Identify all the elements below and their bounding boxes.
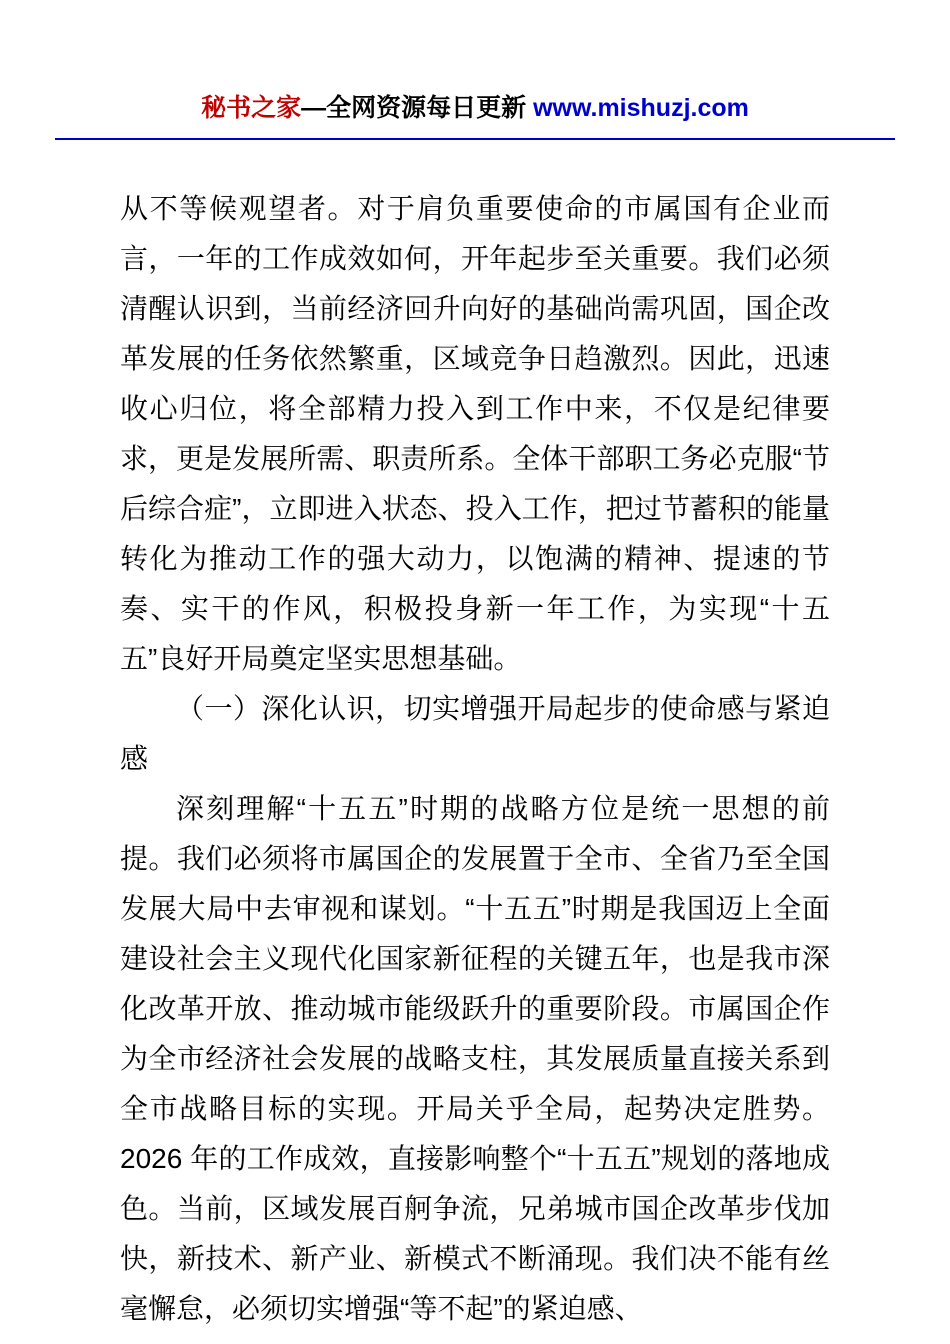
paragraph-body: 深刻理解“十五五”时期的战略方位是统一思想的前提。我们必须将市属国企的发展置于全市、全省乃至全国发展大局中去审视和谋划。“十五五”时期是我国迈上全面建设社会主义现代化国家新征程的关键五年，也是我市深化改革开放、推动城市能级跃升的重要阶段。市属国企作为全市经济社会发展的战略支柱，其发展质量直接关系到全市战略目标的实现。开局关乎全局，起势决定胜势。2026 年的工作成效，直接影响整个“十五五”规划的落地成色。当前，区域发展百舸争流，兄弟城市国企改革步伐加快，新技术、新产业、新模式不断涌现。我们决不能有丝毫懈怠，必须切实增强“等不起”的紧迫感、: [120, 793, 830, 1324]
site-url-link[interactable]: www.mishuzj.com: [533, 94, 749, 122]
site-name: 秘书之家: [201, 94, 302, 122]
site-header: [0, 0, 950, 124]
document-body: [0, 140, 950, 1334]
site-tagline: —全网资源每日更新: [301, 94, 534, 122]
paragraph-continuation: 从不等候观望者。对于肩负重要使命的市属国有企业而言，一年的工作成效如何，开年起步至关重要。我们必须清醒认识到，当前经济回升向好的基础尚需巩固，国企改革发展的任务依然繁重，区域竞争日趋激烈。因此，迅速收心归位，将全部精力投入到工作中来，不仅是纪律要求，更是发展所需、职责所系。全体干部职工务必克服“节后综合症”，立即进入状态、投入工作，把过节蓄积的能量转化为推动工作的强大动力，以饱满的精神、提速的节奏、实干的作风，积极投身新一年工作，为实现“十五五”良好开局奠定坚实思想基础。: [120, 193, 830, 674]
section-heading: （一）深化认识，切实增强开局起步的使命感与紧迫感: [120, 693, 830, 774]
